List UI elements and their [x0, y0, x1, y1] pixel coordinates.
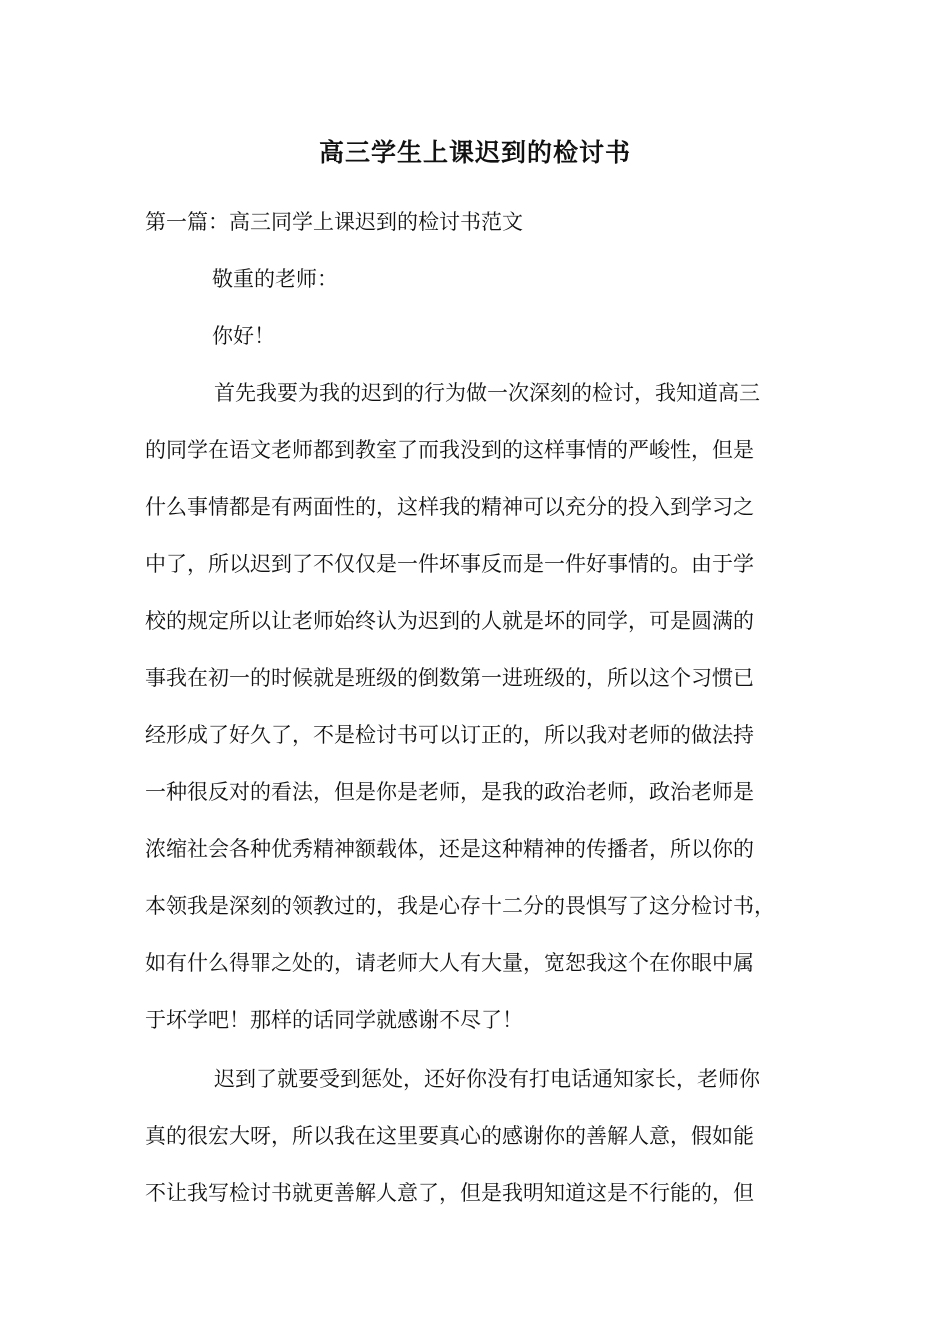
paragraph-line: 经形成了好久了，不是检讨书可以订正的，所以我对老师的做法持 [145, 723, 754, 747]
section-heading: 第一篇：高三同学上课迟到的检讨书范文 [145, 210, 523, 234]
paragraph-line: 什么事情都是有两面性的，这样我的精神可以充分的投入到学习之 [145, 495, 754, 519]
paragraph-line: 真的很宏大呀，所以我在这里要真心的感谢你的善解人意，假如能 [145, 1124, 754, 1148]
document-title: 高三学生上课迟到的检讨书 [318, 138, 631, 167]
paragraph-line: 中了，所以迟到了不仅仅是一件坏事反而是一件好事情的。由于学 [145, 552, 754, 576]
paragraph-line: 校的规定所以让老师始终认为迟到的人就是坏的同学，可是圆满的 [145, 609, 754, 633]
salutation: 敬重的老师： [212, 267, 338, 291]
paragraph-line: 于坏学吧！那样的话同学就感谢不尽了！ [145, 1008, 523, 1032]
greeting: 你好！ [212, 324, 275, 348]
paragraph-line: 事我在初一的时候就是班级的倒数第一进班级的，所以这个习惯已 [145, 666, 754, 690]
paragraph-line: 一种很反对的看法，但是你是老师，是我的政治老师，政治老师是 [145, 780, 754, 804]
paragraph-line: 不让我写检讨书就更善解人意了，但是我明知道这是不行能的，但 [145, 1181, 754, 1205]
paragraph-line: 本领我是深刻的领教过的，我是心存十二分的畏惧写了这分检讨书， [145, 894, 775, 918]
paragraph-line: 首先我要为我的迟到的行为做一次深刻的检讨，我知道高三 [214, 381, 760, 405]
paragraph-line: 的同学在语文老师都到教室了而我没到的这样事情的严峻性，但是 [145, 438, 754, 462]
paragraph-line: 浓缩社会各种优秀精神额载体，还是这种精神的传播者，所以你的 [145, 837, 754, 861]
paragraph-line: 迟到了就要受到惩处，还好你没有打电话通知家长，老师你 [214, 1067, 760, 1091]
paragraph-line: 如有什么得罪之处的，请老师大人有大量，宽恕我这个在你眼中属 [145, 951, 754, 975]
